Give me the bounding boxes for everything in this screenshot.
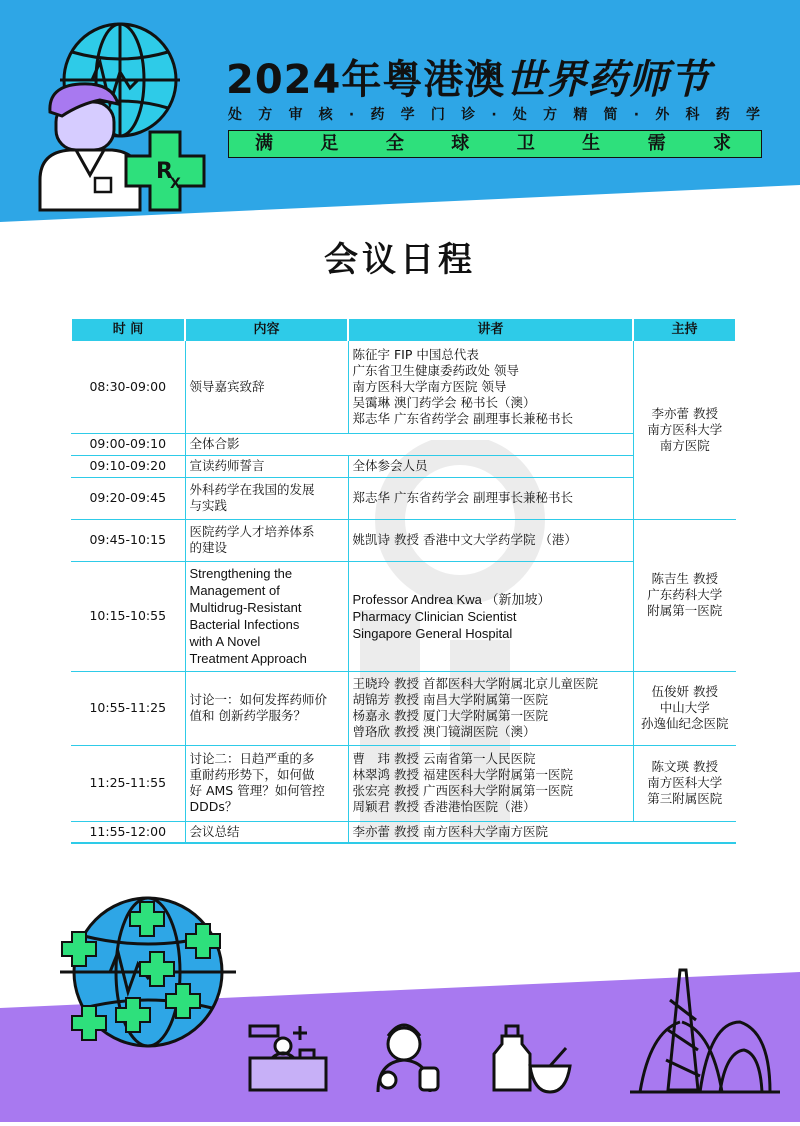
- content-line: Strengthening the: [189, 566, 293, 581]
- event-title-prefix: 2024年粤港澳: [226, 57, 506, 103]
- header-time: 时 间: [71, 319, 185, 341]
- host-line: 广东药科大学: [647, 587, 723, 602]
- content-line: 的建设: [189, 540, 228, 555]
- speaker-line: 张宏亮 教授 广西医科大学附属第一医院: [352, 783, 573, 798]
- header-content: 内容: [185, 319, 348, 341]
- speaker-line: 郑志华 广东省药学会 副理事长兼秘书长: [352, 490, 573, 505]
- content-cell: [185, 821, 348, 843]
- table-header-row: [71, 319, 736, 341]
- content-line: 宣读药师誓言: [189, 458, 265, 473]
- time-cell: 09:10-09:20: [71, 455, 185, 477]
- empty-host-cell: [633, 821, 736, 843]
- content-line: Treatment Approach: [189, 651, 307, 666]
- table-row: [71, 821, 736, 843]
- content-line: 与实践: [189, 498, 228, 513]
- time-cell: 08:30-09:00: [71, 341, 185, 433]
- speaker-cell: [348, 519, 633, 561]
- event-title: [226, 56, 710, 104]
- content-cell: [185, 561, 348, 671]
- host-line: 南方医科大学: [647, 775, 723, 790]
- host-cell: [633, 745, 736, 821]
- schedule-table: [70, 319, 737, 844]
- speaker-line: Professor Andrea Kwa （新加坡）: [352, 591, 551, 607]
- content-line: 医院药学人才培养体系: [189, 524, 315, 539]
- speaker-line: 郑志华 广东省药学会 副理事长兼秘书长: [352, 410, 573, 426]
- event-slogan: 满足全球卫生需求: [228, 130, 762, 158]
- table-row: [71, 341, 736, 433]
- footer-illustration: [0, 860, 800, 1122]
- content-line: Multidrug-Resistant: [189, 600, 302, 615]
- content-line: Bacterial Infections: [189, 617, 300, 632]
- time-cell: 09:45-10:15: [71, 519, 185, 561]
- host-line: 附属第一医院: [647, 603, 723, 618]
- content-line: 讨论一：如何发挥药师价: [189, 692, 328, 707]
- time-cell: 10:15-10:55: [71, 561, 185, 671]
- header-banner: [0, 0, 800, 230]
- speaker-line: 杨嘉永 教授 厦门大学附属第一医院: [352, 708, 548, 723]
- table-row: [71, 671, 736, 745]
- speaker-line: 李亦蕾 教授 南方医科大学南方医院: [352, 823, 548, 839]
- content-line: 好 AMS 管理？如何管控: [189, 783, 325, 798]
- host-line: 陈吉生 教授: [651, 571, 718, 586]
- content-cell: [185, 433, 633, 455]
- speaker-line: 曾珞欣 教授 澳门镜湖医院（澳）: [352, 724, 536, 739]
- content-line: Management of: [189, 583, 280, 598]
- header-speaker: 讲者: [348, 319, 633, 341]
- content-cell: [185, 519, 348, 561]
- speaker-cell: [348, 341, 633, 433]
- time-cell: 11:55-12:00: [71, 821, 185, 843]
- content-cell: [185, 477, 348, 519]
- content-line: DDDs？: [189, 799, 238, 814]
- content-cell: [185, 455, 348, 477]
- speaker-line: Singapore General Hospital: [352, 625, 513, 641]
- speaker-line: 周颖君 教授 香港港怡医院（港）: [352, 799, 536, 814]
- time-cell: 09:20-09:45: [71, 477, 185, 519]
- table-row: [71, 519, 736, 561]
- speaker-cell: [348, 671, 633, 745]
- table-row: [71, 745, 736, 821]
- speaker-line: 陈征宇 FIP 中国总代表: [352, 346, 479, 362]
- time-cell: 11:25-11:55: [71, 745, 185, 821]
- svg-text:R: R: [156, 159, 173, 184]
- content-line: 会议总结: [189, 823, 240, 839]
- speaker-line: 王晓玲 教授 首都医科大学附属北京儿童医院: [352, 676, 598, 691]
- content-cell: [185, 745, 348, 821]
- content-line: 全体合影: [189, 436, 240, 451]
- content-cell: [185, 671, 348, 745]
- content-line: 领导嘉宾致辞: [189, 378, 265, 394]
- header-host: 主持: [633, 319, 736, 341]
- svg-text:X: X: [170, 176, 181, 192]
- speaker-line: 胡锦芳 教授 南昌大学附属第一医院: [352, 692, 548, 707]
- time-cell: 09:00-09:10: [71, 433, 185, 455]
- speaker-line: 广东省卫生健康委药政处 领导: [352, 362, 519, 378]
- host-cell: [633, 341, 736, 519]
- speaker-line: 姚凯诗 教授 香港中文大学药学院 （港）: [352, 532, 577, 547]
- host-line: 中山大学: [659, 700, 710, 715]
- host-line: 伍俊妍 教授: [651, 684, 718, 699]
- speaker-line: 全体参会人员: [352, 458, 428, 473]
- host-line: 陈文瑛 教授: [651, 759, 718, 774]
- content-line: with A Novel: [189, 634, 261, 649]
- host-line: 南方医院: [659, 437, 710, 453]
- speaker-line: 林翠鸿 教授 福建医科大学附属第一医院: [352, 767, 573, 782]
- speaker-line: 南方医科大学南方医院 领导: [352, 378, 507, 394]
- host-line: 南方医科大学: [647, 421, 723, 437]
- host-line: 李亦蕾 教授: [651, 405, 718, 421]
- host-cell: [633, 519, 736, 671]
- event-title-highlight: 世界药师节: [505, 57, 711, 103]
- content-line: 讨论二：日趋严重的多: [189, 751, 315, 766]
- speaker-cell: [348, 455, 633, 477]
- speaker-line: Pharmacy Clinician Scientist: [352, 608, 517, 624]
- page-title: 会议日程: [324, 240, 476, 280]
- footer-band: [0, 860, 800, 1122]
- speaker-cell: [348, 745, 633, 821]
- speaker-line: 吴霭琳 澳门药学会 秘书长（澳）: [352, 394, 536, 410]
- event-subtitle: 处方审核·药学门诊·处方精简·外科药学: [228, 107, 762, 123]
- host-line: 孙逸仙纪念医院: [640, 716, 729, 731]
- content-cell: [185, 341, 348, 433]
- speaker-line: 曹 玮 教授 云南省第一人民医院: [352, 751, 536, 766]
- time-cell: 10:55-11:25: [71, 671, 185, 745]
- speaker-cell: [348, 477, 633, 519]
- content-line: 外科药学在我国的发展: [189, 482, 315, 497]
- content-line: 重耐药形势下，如何做: [189, 767, 315, 782]
- content-line: 值和 创新药学服务？: [189, 708, 306, 723]
- speaker-cell: [348, 821, 633, 843]
- host-line: 第三附属医院: [647, 791, 723, 806]
- host-cell: [633, 671, 736, 745]
- speaker-cell: [348, 561, 633, 671]
